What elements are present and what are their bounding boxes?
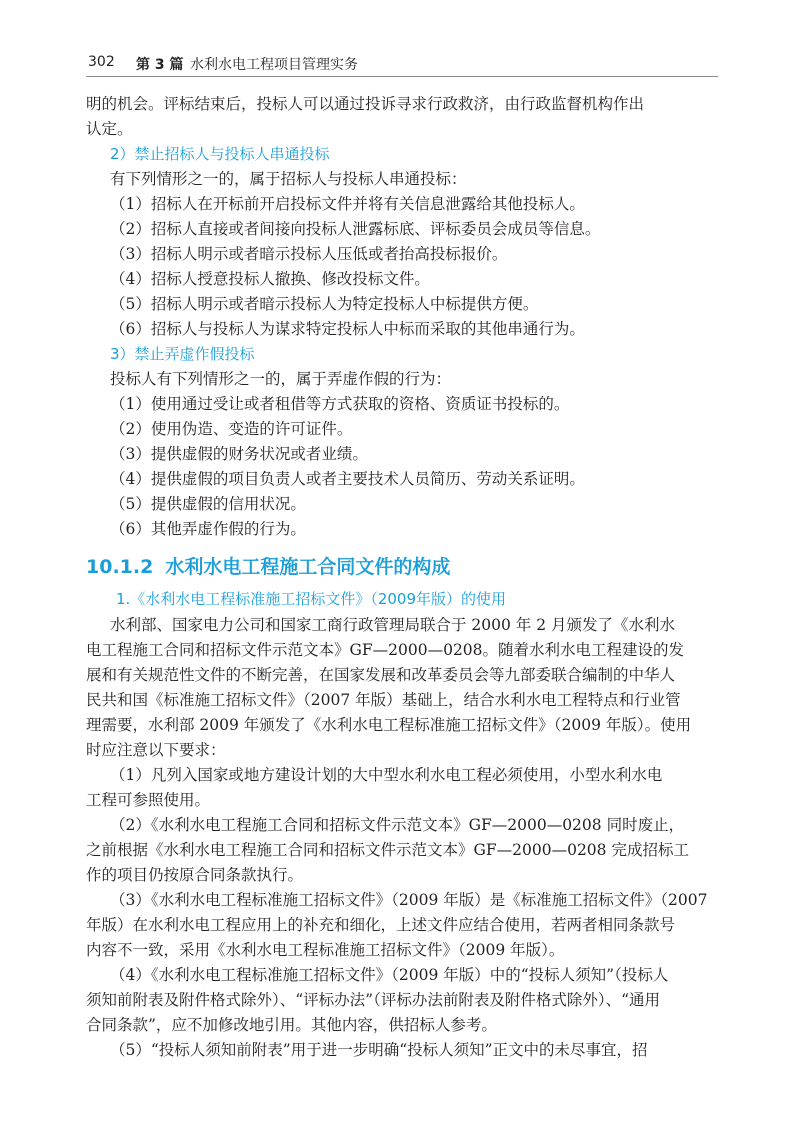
list-item: （6）其他弄虚作假的行为。 [110, 520, 306, 538]
list-item: （3）招标人明示或者暗示投标人压低或者抬高投标报价。 [110, 245, 508, 263]
page-header [86, 50, 718, 77]
body-line: 民共和国《标准施工招标文件》（2007 年版）基础上，结合水利水电工程特点和行业管 [86, 691, 681, 709]
list-item: （3）提供虚假的财务状况或者业绩。 [110, 445, 368, 463]
lead-sentence: 有下列情形之一的，属于招标人与投标人串通投标： [110, 170, 467, 188]
book-title: 水利水电工程项目管理实务 [190, 57, 358, 73]
subheading-collusion: 2）禁止招标人与投标人串通投标 [110, 145, 330, 163]
subheading-fraud: 3）禁止弄虚作假投标 [110, 345, 255, 363]
body-line: 合同条款”，应不加修改地引用。其他内容，供招标人参考。 [86, 1016, 497, 1034]
body-line: 展和有关规范性文件的不断完善，在国家发展和改革委员会等九部委联合编制的中华人 [86, 666, 676, 684]
body-line: 明的机会。评标结束后，投标人可以通过投诉寻求行政救济，由行政监督机构作出 [86, 95, 645, 113]
list-item: （2）使用伪造、变造的许可证件。 [110, 420, 353, 438]
list-item: （5）招标人明示或者暗示投标人为特定投标人中标提供方便。 [110, 295, 539, 313]
section-number: 10.1.2 [86, 556, 154, 578]
body-line: （2）《水利水电工程施工合同和招标文件示范文本》GF—2000—0208 同时废止， [110, 816, 685, 834]
body-line: （5）“投标人须知前附表”用于进一步明确“投标人须知”正文中的未尽事宜，招 [110, 1041, 648, 1059]
list-item: （1）使用通过受让或者租借等方式获取的资格、资质证书投标的。 [110, 395, 570, 413]
lead-sentence: 投标人有下列情形之一的，属于弄虚作假的行为： [110, 370, 452, 388]
page-body [86, 92, 710, 1063]
body-line: （1）凡列入国家或地方建设计划的大中型水利水电工程必须使用，小型水利水电 [110, 766, 663, 784]
list-item: （6）招标人与投标人为谋求特定投标人中标而采取的其他串通行为。 [110, 320, 585, 338]
body-line: 时应注意以下要求： [86, 741, 226, 759]
body-line: 之前根据《水利水电工程施工合同和招标文件示范文本》GF—2000—0208 完成招标工 [86, 841, 689, 859]
list-item: （1）招标人在开标前开启投标文件并将有关信息泄露给其他投标人。 [110, 195, 585, 213]
body-line: 内容不一致，采用《水利水电工程标准施工招标文件》（2009 年版）。 [86, 941, 565, 959]
subsection-heading: 1.《水利水电工程标准施工招标文件》（2009年版）的使用 [116, 590, 506, 608]
body-line: 工程可参照使用。 [86, 791, 211, 809]
body-line: 作的项目仍按原合同条款执行。 [86, 866, 304, 884]
list-item: （4）提供虚假的项目负责人或者主要技术人员简历、劳动关系证明。 [110, 470, 585, 488]
body-line: 须知前附表及附件格式除外）、“评标办法”（评标办法前附表及附件格式除外）、“通用 [86, 991, 661, 1009]
body-line: 年版）在水利水电工程应用上的补充和细化，上述文件应结合使用，若两者相同条款号 [86, 916, 676, 934]
body-line: 水利部、国家电力公司和国家工商行政管理局联合于 2000 年 2 月颁发了《水利水 [110, 616, 676, 634]
page-number: 302 [88, 54, 115, 70]
list-item: （2）招标人直接或者间接向投标人泄露标底、评标委员会成员等信息。 [110, 220, 601, 238]
part-label: 第 3 篇 [136, 57, 184, 73]
section-title: 水利水电工程施工合同文件的构成 [165, 556, 451, 578]
body-line: （4）《水利水电工程标准施工招标文件》（2009 年版）中的“投标人须知”（投标人 [110, 966, 669, 984]
list-item: （5）提供虚假的信用状况。 [110, 495, 306, 513]
body-line: 认定。 [86, 120, 133, 138]
body-line: 理需要，水利部 2009 年颁发了《水利水电工程标准施工招标文件》（2009 年版）。使用 [86, 716, 692, 734]
list-item: （4）招标人授意投标人撤换、修改投标文件。 [110, 270, 430, 288]
section-heading [86, 550, 710, 584]
body-line: 电工程施工合同和招标文件示范文本》GF—2000—0208。随着水利水电工程建设的发 [86, 641, 685, 659]
body-line: （3）《水利水电工程标准施工招标文件》（2009 年版）是《标准施工招标文件》（2007 [110, 891, 708, 909]
